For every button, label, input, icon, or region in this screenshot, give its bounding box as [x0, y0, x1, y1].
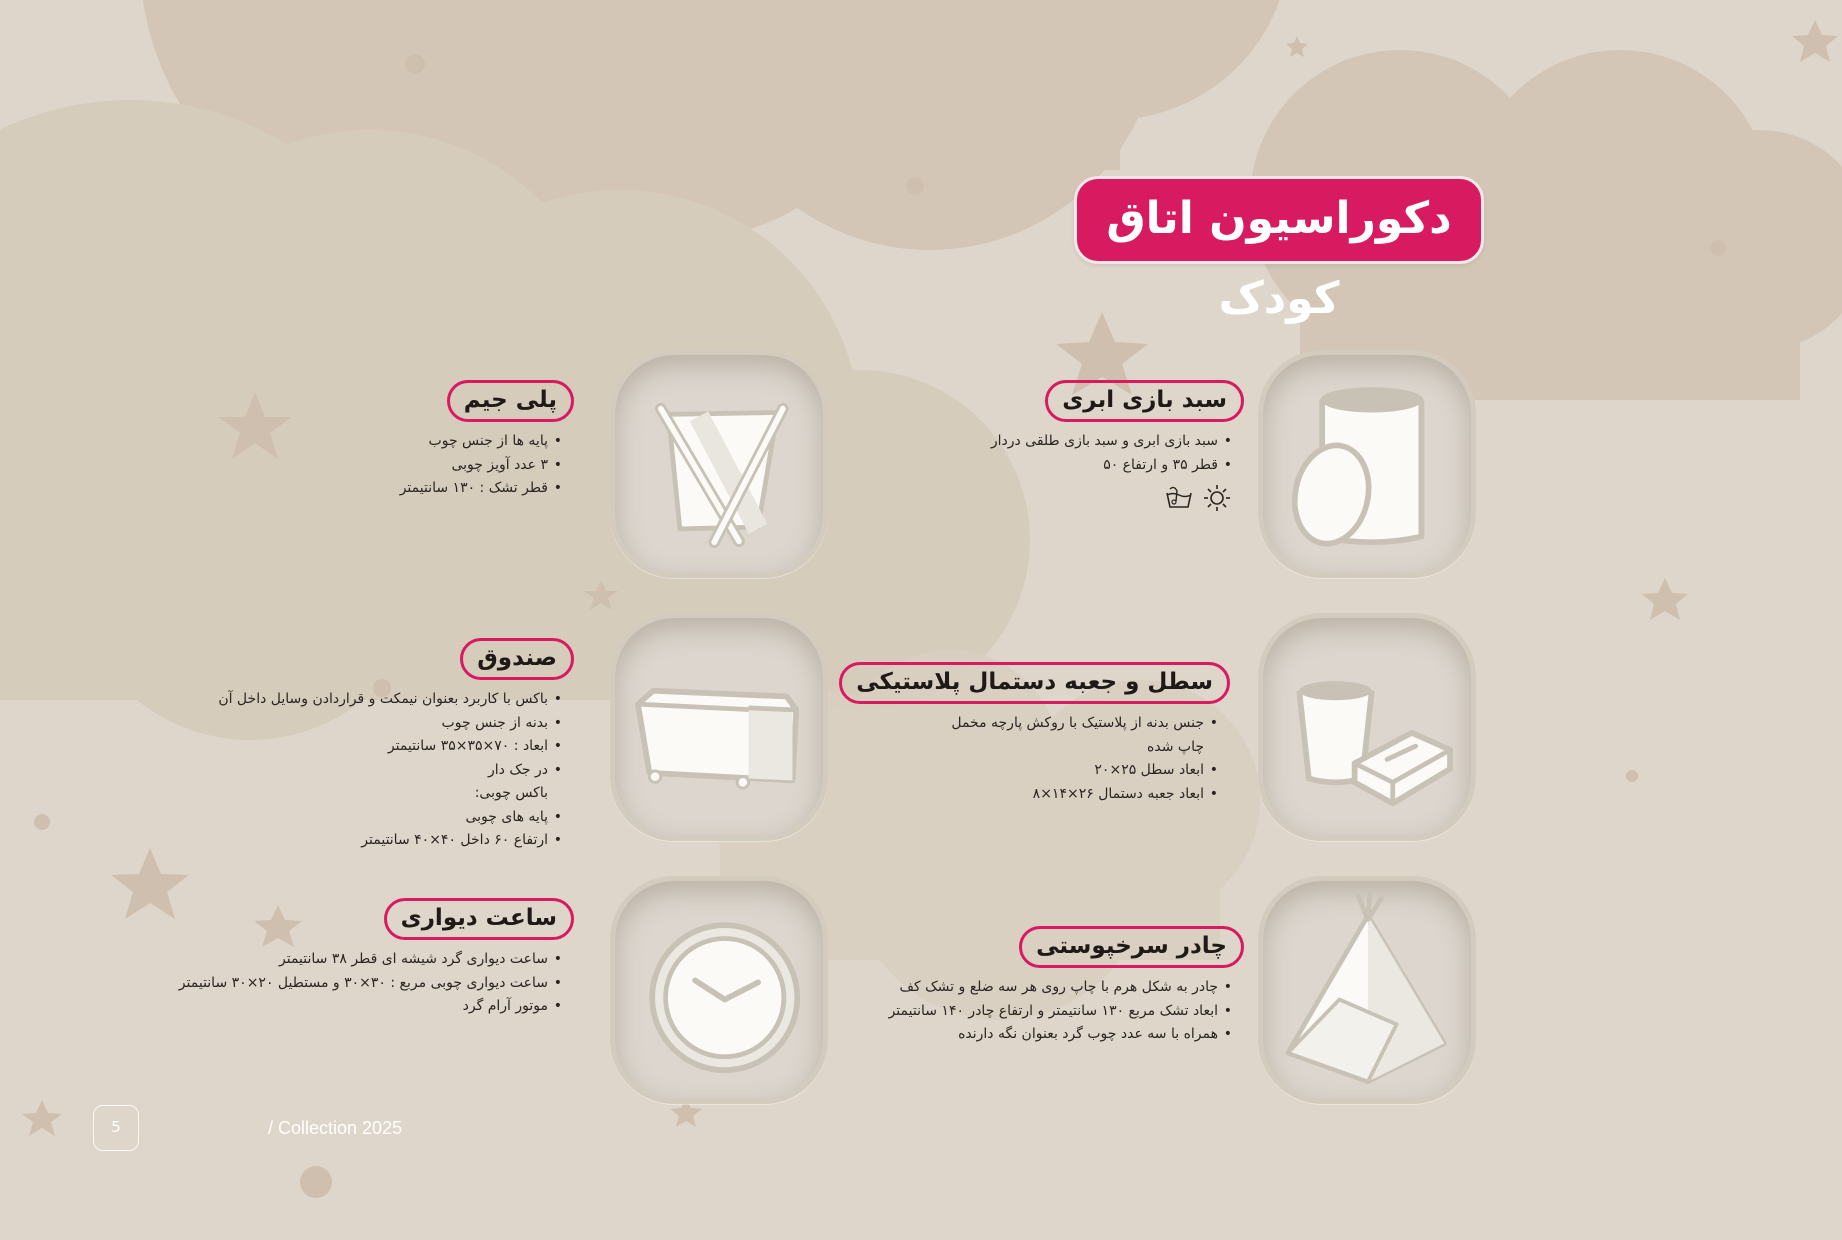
- spec-item: • در جک دار: [218, 759, 562, 783]
- spec-item: • چادر به شکل هرم با چاپ روی هر سه ضلع و تشک کف: [889, 976, 1232, 1000]
- product-title: پلی جیم: [447, 380, 574, 422]
- product-image-play-gym: [610, 350, 828, 578]
- product-image-teepee-tent: [1258, 876, 1476, 1104]
- product-bin-and-tissue-box: [839, 662, 1230, 806]
- wall-clock-icon: [615, 881, 823, 1099]
- spec-item: • ابعاد تشک مربع ۱۳۰ سانتیمتر و ارتفاع چادر ۱۴۰ سانتیمتر: [889, 1000, 1232, 1024]
- spec-item: • ابعاد جعبه دستمال ۲۶×۱۴×۸: [839, 783, 1218, 807]
- spec-item: • پایه های چوبی: [218, 806, 562, 830]
- product-image-bin-and-tissue-box: [1258, 613, 1476, 841]
- spec-item: • ابعاد سطل ۲۵×۲۰: [839, 759, 1218, 783]
- product-title: سبد بازی ابری: [1045, 380, 1244, 422]
- page-title: دکوراسیون اتاق کودک: [1074, 176, 1484, 264]
- spec-item: • سبد بازی ابری و سبد بازی طلقی دردار: [991, 430, 1232, 454]
- spec-item: • ابعاد : ۷۰×۳۵×۳۵ سانتیمتر: [218, 735, 562, 759]
- product-play-gym: [400, 380, 574, 501]
- product-title: سطل و جعبه دستمال پلاستیکی: [839, 662, 1230, 704]
- spec-item: • ساعت دیواری چوبی مربع : ۳۰×۳۰ و مستطیل ۲۰×۳۰ سانتیمتر: [179, 972, 562, 996]
- spec-item: • قطر ۳۵ و ارتفاع ۵۰: [991, 454, 1232, 478]
- product-storage-chest: [218, 638, 574, 853]
- product-wall-clock: [179, 898, 574, 1019]
- spec-item: • پایه ها از جنس چوب: [400, 430, 562, 454]
- spec-item: • باکس با کاربرد بعنوان نیمکت و قراردادن وسایل داخل آن: [218, 688, 562, 712]
- product-image-toy-basket: [1258, 350, 1476, 578]
- sun-icon: [1202, 483, 1232, 513]
- bin-and-tissue-box-icon: [1263, 618, 1471, 836]
- spec-item: • ساعت دیواری گرد شیشه ای قطر ۳۸ سانتیمتر: [179, 948, 562, 972]
- spec-item: • جنس بدنه از پلاستیک با روکش پارچه مخمل چاپ شده: [936, 712, 1218, 759]
- spec-item: • قطر تشک : ۱۳۰ سانتیمتر: [400, 477, 562, 501]
- footer-collection-label: / Collection 2025: [268, 1118, 403, 1138]
- spec-item: • همراه با سه عدد چوب گرد بعنوان نگه دارنده: [889, 1023, 1232, 1047]
- play-gym-icon: [615, 355, 823, 573]
- spec-item: • ۳ عدد آویز چوبی: [400, 454, 562, 478]
- spec-item: • موتور آرام گرد: [179, 995, 562, 1019]
- product-image-wall-clock: [610, 876, 828, 1104]
- product-teepee-tent: [889, 926, 1244, 1047]
- toy-basket-icon: [1263, 355, 1471, 573]
- spec-item: • ارتفاع ۶۰ داخل ۴۰×۴۰ سانتیمتر: [218, 829, 562, 853]
- page-number: 5: [93, 1105, 139, 1151]
- product-title: صندوق: [460, 638, 574, 680]
- storage-chest-icon: [615, 618, 823, 836]
- product-title: چادر سرخپوستی: [1019, 926, 1244, 968]
- teepee-tent-icon: [1263, 881, 1471, 1099]
- product-toy-basket: [991, 380, 1244, 513]
- product-image-storage-chest: [610, 613, 828, 841]
- spec-item: باکس چوبی:: [474, 785, 548, 801]
- hand-wash-icon: [1164, 483, 1194, 513]
- spec-item: • بدنه از جنس چوب: [218, 712, 562, 736]
- product-title: ساعت دیواری: [384, 898, 574, 940]
